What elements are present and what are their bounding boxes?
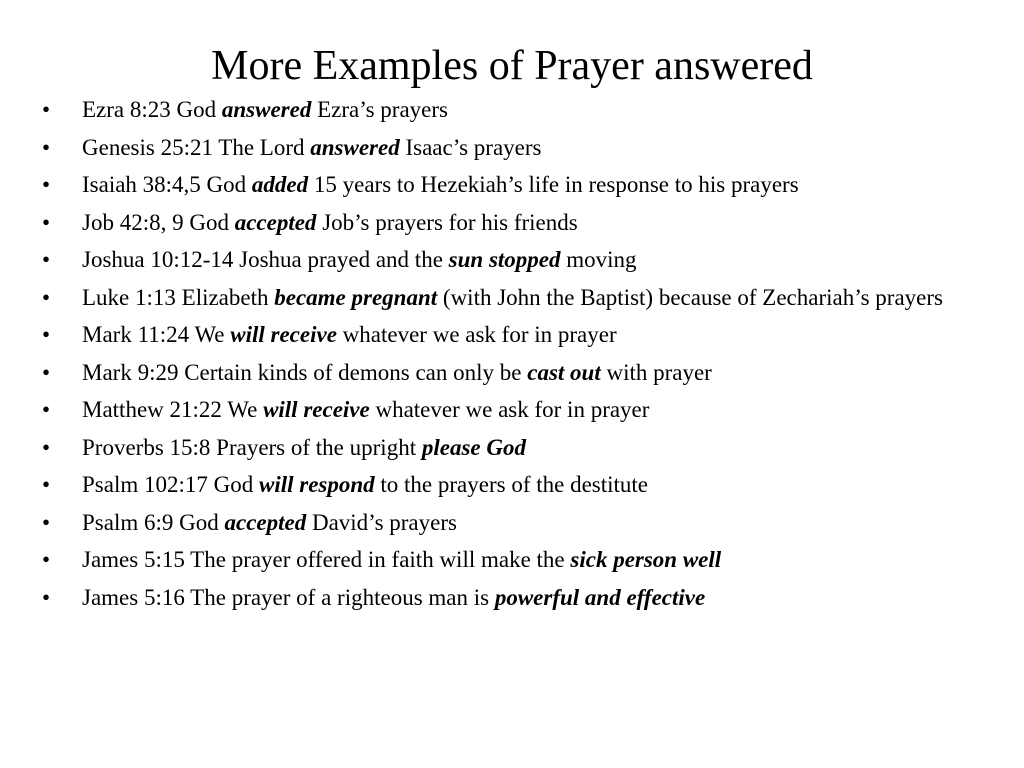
item-text: James 5:16 The prayer of a righteous man is (82, 584, 495, 610)
item-text: moving (560, 247, 637, 272)
list-item (42, 434, 992, 462)
item-text: Genesis 25:21 The Lord (82, 134, 311, 160)
bullet-icon: • (42, 547, 51, 572)
item-text: Psalm 102:17 God (82, 472, 259, 497)
item-emphasis: will respond (258, 472, 375, 497)
bullet-icon: • (42, 509, 51, 535)
item-text: whatever we ask for in prayer (369, 397, 650, 422)
item-emphasis: sun stopped (448, 247, 561, 272)
list-item (42, 284, 992, 312)
list-item (42, 546, 992, 574)
item-text: Isaac’s prayers (399, 134, 542, 160)
bullet-icon: • (42, 209, 51, 235)
item-text: Job’s prayers for his friends (316, 209, 578, 235)
item-emphasis: cast out (527, 359, 601, 385)
bullet-icon: • (42, 359, 51, 385)
list-item (42, 171, 992, 199)
list-item (42, 134, 992, 162)
item-text: whatever we ask for in prayer (336, 322, 617, 347)
list-item (42, 509, 992, 537)
item-text: Ezra’s prayers (311, 97, 448, 122)
item-emphasis: accepted (224, 509, 307, 535)
bullet-icon: • (42, 397, 51, 422)
item-text: to the prayers of the destitute (374, 472, 649, 497)
item-text: Mark 11:24 We (82, 322, 231, 347)
bullet-icon: • (42, 434, 51, 460)
item-text: David’s prayers (306, 509, 457, 535)
item-text: Proverbs 15:8 Prayers of the upright (82, 434, 422, 460)
item-emphasis: answered (310, 134, 400, 160)
list-item (42, 584, 992, 612)
item-emphasis: became pregnant (274, 284, 438, 310)
item-emphasis: accepted (234, 209, 317, 235)
item-emphasis: sick person well (570, 547, 722, 572)
item-text: with prayer (600, 359, 712, 385)
list-item (42, 321, 992, 349)
list-item (42, 471, 992, 499)
bullet-icon: • (42, 97, 51, 122)
item-emphasis: please God (421, 434, 526, 460)
item-text: Ezra 8:23 God (82, 97, 222, 122)
item-text: Isaiah 38:4,5 God (82, 172, 252, 197)
bullet-icon: • (42, 134, 51, 160)
item-emphasis: answered (221, 97, 312, 122)
item-text: James 5:15 The prayer offered in faith will make the (82, 547, 571, 572)
item-text: 15 years to Hezekiah’s life in response to his prayers (308, 172, 799, 197)
item-text: Luke 1:13 Elizabeth (82, 284, 275, 310)
list-item (42, 396, 992, 424)
item-text: Job 42:8, 9 God (82, 209, 235, 235)
item-text: Matthew 21:22 We (82, 397, 264, 422)
bullet-icon: • (42, 172, 51, 197)
item-text: Mark 9:29 Certain kinds of demons can only be (82, 359, 528, 385)
item-emphasis: will receive (263, 397, 370, 422)
item-text: (with John the Baptist) because of Zechariah’s prayers (437, 284, 943, 310)
bullet-list (42, 96, 992, 621)
item-emphasis: powerful and effective (494, 584, 706, 610)
bullet-icon: • (42, 247, 51, 272)
list-item (42, 209, 992, 237)
slide-title: More Examples of Prayer answered (211, 43, 813, 89)
item-text: Psalm 6:9 God (82, 509, 225, 535)
list-item (42, 96, 992, 124)
list-item (42, 359, 992, 387)
list-item (42, 246, 992, 274)
item-emphasis: added (251, 172, 309, 197)
bullet-icon: • (42, 284, 51, 310)
bullet-icon: • (42, 322, 51, 347)
item-emphasis: will receive (230, 322, 337, 347)
bullet-icon: • (42, 472, 51, 497)
item-text: Joshua 10:12-14 Joshua prayed and the (82, 247, 449, 272)
bullet-icon: • (42, 584, 51, 610)
